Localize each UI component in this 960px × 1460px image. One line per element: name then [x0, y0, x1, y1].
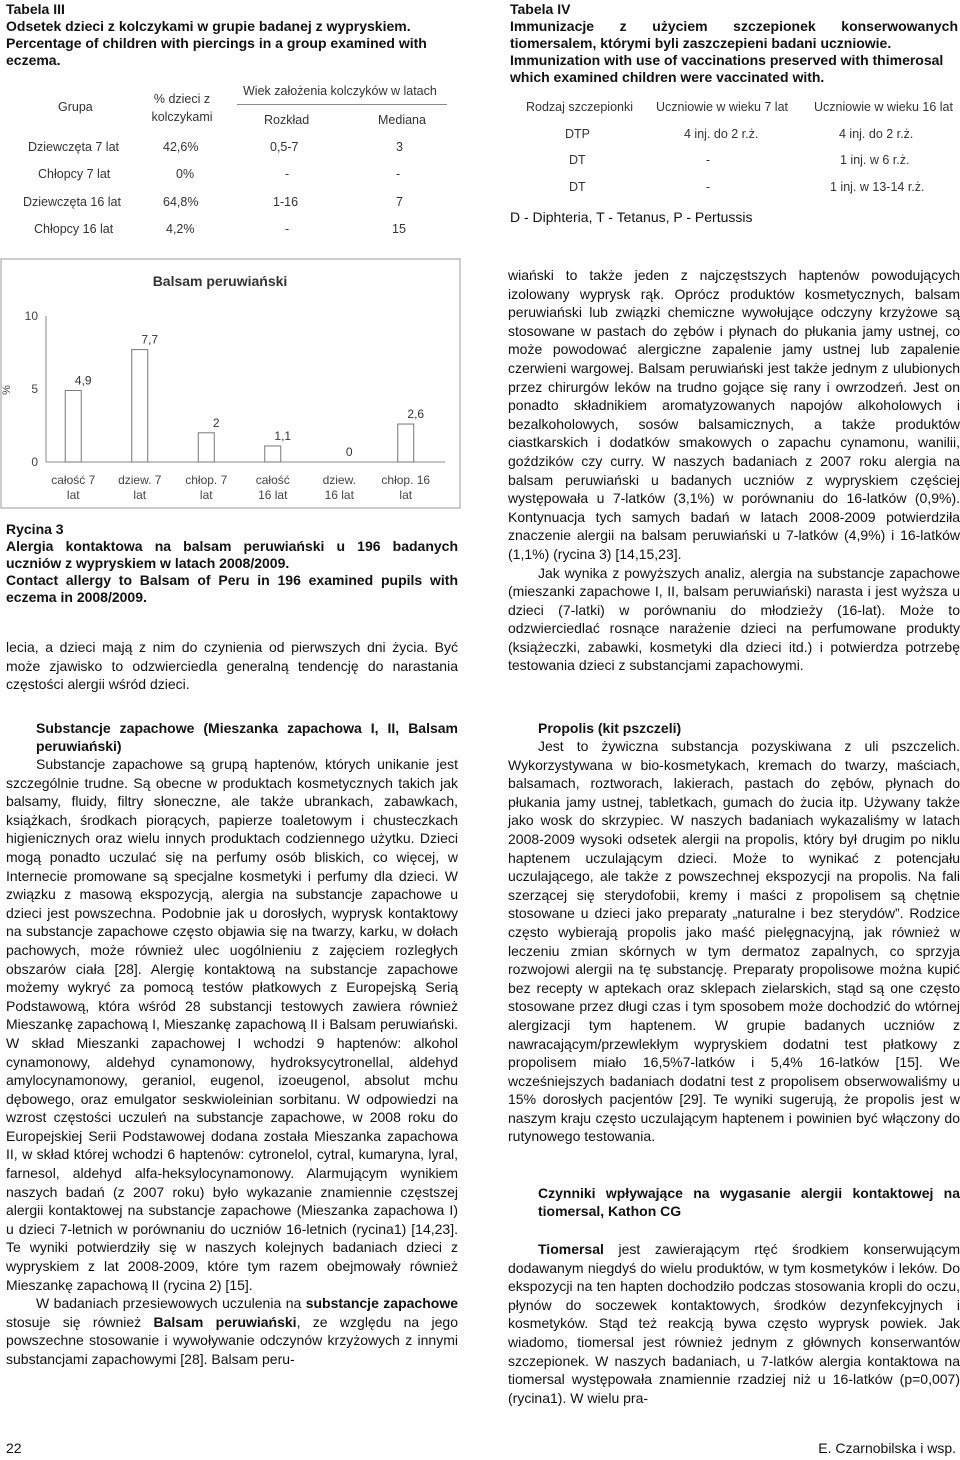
table3-row-1-pct: 42,6%: [163, 140, 199, 154]
chart-title: Balsam peruwiański: [152, 273, 288, 289]
left-p2-a: W badaniach przesiewowych uczulenia na: [36, 1295, 306, 1312]
table4-row-3-age7: -: [706, 180, 711, 194]
right-paragraph-1: wiański to także jeden z najczęstszych haptenów powodujących izolowany wyprysk rąk. Oprócz produktów kosmetycznych, balsam peruwiański lub związki chemiczne wywołujące odczyny krzyżowe są stosowane w pastach do zębów i płynach do płukania jamy ustnej, co może powodować alergiczne zapalenie jamy ustnej lub zapalenie czerwieni wargowej. Balsam peruwiański jest także jednym z ulubionych przez chirurgów leków na trudno gojące się rany i owrzodzeń. Jest on ponadto składnikiem aromatyzowanych napojów alkoholowych i bezalkoholowych, sosów balsamicznych, a także produktów ciastkarskich i dodatków smakowych o zapachu cynamonu, wanilii, goździków czy curry. W naszych badaniach z 2007 roku alergia na balsam peruwiański u badanych uczniów z wypryskiem częściej występowała u 7-latków (3,1%) w porównaniu do 16-latków (0,9%). Kontynuacja tych samych badań w latach 2008-2009 potwierdziła znaczenie alergii na balsam peruwiański u 7-latków (4,9%) i 16-latków (1,1%) (rycina 3) [14,15,23].: [508, 267, 960, 562]
chart-category-label: lat: [133, 488, 147, 502]
chart-data-label: 7,7: [141, 332, 159, 347]
table3-header-median: Mediana: [378, 113, 426, 127]
table3-row-4-pct: 4,2%: [166, 222, 195, 236]
table3-row-4-median: 15: [392, 222, 406, 236]
section-heading-propolis: Propolis (kit pszczeli): [538, 720, 682, 736]
table3-header-pct: % dzieci z kolczykami: [151, 92, 213, 124]
table3: [0, 76, 470, 246]
chart-bar: [198, 433, 214, 462]
figure3-chart: [0, 258, 462, 510]
chart-data-label: 0: [345, 445, 353, 459]
table4-row-2-age7: -: [706, 153, 711, 167]
table4-row-2-type: DT: [569, 153, 586, 167]
chart-y-tick-label: 5: [31, 382, 38, 396]
table4: [510, 96, 960, 206]
table3-row-2-group: Chłopcy 7 lat: [38, 167, 111, 181]
table4-header-16: Uczniowie w wieku 16 lat: [814, 100, 953, 114]
table4-row-1-type: DTP: [565, 127, 590, 141]
chart-data-label: 2,6: [407, 407, 425, 422]
chart-category-label: 16 lat: [324, 488, 354, 502]
chart-y-tick-label: 0: [31, 455, 38, 469]
table4-row-1-age7: 4 inj. do 2 r.ż.: [684, 127, 759, 141]
table3-row-2-median: -: [396, 167, 401, 181]
chart-y-tick-label: 10: [24, 309, 38, 323]
table4-header-type: Rodzaj szczepionki: [526, 100, 633, 114]
figure3-title-en: Contact allergy to Balsam of Peru in 196 examined pupils with eczema in 2008/2009.: [6, 572, 458, 605]
right-paragraph-2: Jak wynika z powyższych analiz, alergia na substancje zapachowe (mieszanki zapachowe I, II, balsam peruwiański) narasta i jest wyższa u dzieci (7-latki) w porównaniu do młodzieży (16-lat). Może to odzwierciedlać rosnące narażenie dzieci na perfumowane produkty (książeczki, zabawki, kosmetyki dla dzieci itd.) i potwierdza potrzebę testowania dzieci z substancjami zapachowymi.: [508, 564, 960, 674]
chart-category-label: chłop. 16: [381, 473, 431, 487]
right-p4-text: jest zawierającym rtęć środkiem konserwującym dodawanym niegdyś do wielu produktów, w tym kosmetyków i leków. Do ekspozycji na ten hapten dochodziło podczas stosowania kropli do oczu, płynów do soczewek kontaktowych, środków dezynfekcyjnych i kosmetyków. Stąd też reakcją bywa często wyprysk powiek. Jak wiadomo, tiomersal jest również jednym z głównych konserwantów szczepionek. W naszych badaniach, u 7-latków alergia kontaktowa na tiomersal występowała znamiennie rzadziej niż u 16-latków (p=0,007) (rycina1). W wielu pra-: [508, 1241, 960, 1406]
chart-data-label: 4,9: [74, 373, 92, 388]
right-column-propolis: [508, 719, 960, 1146]
right-column: [508, 266, 960, 675]
table3-row-1-group: Dziewczęta 7 lat: [28, 140, 120, 154]
table4-row-3-age16: 1 inj. w 13-14 r.ż.: [830, 180, 925, 194]
table3-row-1-range: 0,5-7: [270, 140, 299, 154]
left-p2-c: stosuje się również: [6, 1313, 154, 1330]
table3-divider: [237, 104, 447, 105]
chart-data-label: 2: [212, 415, 220, 430]
table4-label: Tabela IV: [510, 1, 571, 17]
right-paragraph-4: [508, 1240, 960, 1407]
table3-label: Tabela III: [6, 1, 65, 17]
chart-category-label: 16 lat: [258, 488, 288, 502]
left-p2-bold-1: substancje zapachowe: [305, 1295, 458, 1312]
chart-category-label: dziew. 7: [118, 473, 162, 487]
chart-bar: [65, 390, 81, 462]
left-p2-d: , ze względu na jego powszechne stosowanie i wywoływanie odczynów krzyżowych z innymi substancjami zapachowymi [28]. Balsam peru-: [6, 1313, 458, 1367]
table4-footnote: D - Diphteria, T - Tetanus, P - Pertussis: [510, 209, 753, 225]
section-heading-fragrances: Substancje zapachowe (Mieszanka zapachowa I, II, Balsam peruwiański): [36, 720, 458, 754]
left-column: [6, 719, 458, 1369]
table3-title-en: Percentage of children with piercings in a group examined with eczema.: [6, 35, 427, 68]
figure3-caption: [6, 521, 458, 606]
left-continuation-paragraph: lecia, a dzieci mają z nim do czynienia od pierwszych dni życia. Być może zjawisko to odzwierciedla generalną tendencję do narastania częstości alergii wśród dzieci.: [6, 639, 458, 693]
chart-frame: [1, 259, 460, 508]
table4-title-pl: Immunizacje z użyciem szczepionek konserwowanych tiomersalem, którymi byli zaszczepieni badani uczniowie.: [510, 18, 958, 51]
author-footer: E. Czarnobilska i wsp.: [818, 1440, 956, 1456]
table4-caption: [510, 1, 958, 86]
chart-category-label: lat: [66, 488, 80, 502]
table4-row-2-age16: 1 inj. w 6 r.ż.: [840, 153, 910, 167]
chart-category-label: całość: [255, 473, 290, 487]
chart-category-label: lat: [199, 488, 213, 502]
left-p2-bold-2: Balsam peruwiański: [153, 1313, 297, 1330]
table3-header-group: Grupa: [58, 100, 93, 114]
right-paragraph-3: Jest to żywiczna substancja pozyskiwana z uli pszczelich. Wykorzystywana w bio-kosmetykach, kremach do twarzy, maściach, balsamach, roztworach, lakierach, pastach do zębów, płynach do płukania jamy ustnej, tabletkach, gumach do żucia itp. Używany także jako wosk do skrzypiec. W naszych badaniach wykazaliśmy w latach 2008-2009 wysoki odsetek alergii na propolis, który był drugim po niklu haptenem uczulającym dzieci. Może to wynikać z potencjału uczulającego, ale także z powszechnej ekspozycji na propolis. Na fali szerzącej się sterydofobii, kremy i maści z propolisem są chętnie stosowane u dzieci jako preparaty „naturalne i bez sterydów”. Rodzice często wybierają propolis jako maść pielęgnacyjną, jak również w leczeniu zmian skórnych w tym dermatoz zapalnych, co sprzyja rozwojowi alergii na tę substancję. Preparaty propolisowe można kupić bez recepty w aptekach oraz sklepach zielarskich, stąd są one często stosowane przez długi czas i tym sposobem może dochodzić do wtórnej alergizacji tym haptenem. W grupie badanych uczniów z nawracającym/przewlekłym wypryskiem dodatni test płatkowy z propolisem miało 16,5%7-latków i 5,4% 16-latków [15]. We wcześniejszych badaniach dodatni test z propolisem obserwowaliśmy u 15% dorosłych pacjentów [29]. Te wyniki sugerują, że propolis jest w naszym kraju często uczulającym haptenem i powinien być włączony do rutynowego testowania.: [508, 738, 960, 1145]
left-continuation: [6, 638, 458, 694]
figure3-title-pl: Alergia kontaktowa na balsam peruwiański u 196 badanych uczniów z wypryskiem w latach 2008/2009.: [6, 538, 458, 571]
table3-title-pl: Odsetek dzieci z kolczykami w grupie badanej z wypryskiem.: [6, 18, 411, 34]
chart-bar: [132, 350, 148, 462]
table3-row-3-range: 1-16: [273, 195, 299, 209]
table3-header-age: Wiek założenia kolczyków w latach: [243, 84, 437, 98]
right-column-thimerosal: [508, 1184, 960, 1407]
chart-category-label: dziew.: [322, 473, 356, 487]
table3-row-4-range: -: [285, 222, 290, 236]
chart-data-label: 1,1: [274, 428, 292, 443]
table3-row-2-pct: 0%: [176, 167, 195, 181]
table3-caption: [6, 1, 458, 69]
table3-header-range: Rozkład: [264, 113, 310, 127]
section-heading-thimerosal: Czynniki wpływające na wygasanie alergii kontaktowej na tiomersal, Kathon CG: [538, 1185, 960, 1219]
table4-header-7: Uczniowie w wieku 7 lat: [656, 100, 788, 114]
table3-row-3-median: 7: [396, 195, 403, 209]
figure3-label: Rycina 3: [6, 521, 64, 537]
table4-title-en: Immunization with use of vaccinations preserved with thimerosal which examined children were vaccinated with.: [510, 52, 944, 85]
table4-row-3-type: DT: [569, 180, 586, 194]
chart-category-label: chłop. 7: [185, 473, 228, 487]
left-paragraph-1: Substancje zapachowe są grupą haptenów, których unikanie jest szczególnie trudne. Są obecne w produktach kosmetycznych takich jak balsamy, fluidy, filtry słoneczne, ale także ubrankach, zabawkach, książkach, środkach piorących, papierze toaletowym i chusteczkach higienicznych oraz wielu innych produktach codziennego użytku. Dzieci mogą ponadto uczulać się na perfumy osób bliskich, co więcej, w Internecie promowane są specjalne kosmetyki i perfumy dla dzieci. W związku z masową ekspozycją, alergia na substancje zapachowe u dzieci jest powszechna. Podobnie jak u dorosłych, wyprysk kontaktowy na substancje zapachowe często objawia się na twarzy, karku, w dołach pachowych, może również ulec uogólnieniu z zajęciem rozległych obszarów ciała [28]. Alergię kontaktową na substancje zapachowe możemy wykryć za pomocą testów płatkowych z Europejską Serią Podstawową, która wśród 28 substancji testowych zawiera również Mieszankę zapachową I, Mieszankę zapachową II i Balsam peruwiański. W skład Mieszanki zapachowej I wchodzi 9 haptenów: alkohol cynamonowy, aldehyd cynamonowy, hydroksycytronellal, aldehyd amylocynamonowy, geraniol, eugenol, izoeugenol, absolut mchu dębowego, oraz emulgator seskwioleinian sorbitanu. W odpowiedzi na wzrost częstości uczuleń na substancje zapachowe, w 2008 roku do Europejskiej Serii Podstawowej dodana została Mieszanka zapachowa II, w skład której wchodzi 6 haptenów: cytronelol, cytral, kumaryna, lyral, farnesol, aldehyd alfa-heksylocynamonowy. Alarmującym wynikiem naszych badań (z 2007 roku) było wykazanie znamiennie częstszej alergii kontaktowej na substancje zapachowe (Mieszanka zapachowa I) u dzieci 7-letnich w porównaniu do uczniów 16-letnich (rycina1) [14,23]. Te wyniki potwierdziły się w naszych kolejnych badaniach dzieci z wypryskiem z lat 2008-2009, które tym razem obejmowały również Mieszankę zapachową II (rycina 2) [15].: [6, 756, 458, 1293]
table4-row-1-age16: 4 inj. do 2 r.ż.: [839, 127, 914, 141]
chart-ylabel: %: [1, 385, 13, 395]
table3-row-3-pct: 64,8%: [163, 195, 199, 209]
table3-row-3-group: Dziewczęta 16 lat: [23, 195, 121, 209]
chart-bar: [265, 446, 281, 462]
table3-row-4-group: Chłopcy 16 lat: [34, 222, 114, 236]
chart-bar: [398, 424, 414, 462]
page-number: 22: [6, 1440, 22, 1456]
table3-row-1-median: 3: [396, 140, 403, 154]
table3-row-2-range: -: [285, 167, 290, 181]
left-paragraph-2: [6, 1294, 458, 1368]
chart-category-label: lat: [399, 488, 413, 502]
chart-category-label: całość 7: [51, 473, 96, 487]
right-p4-bold: Tiomersal: [538, 1241, 604, 1257]
